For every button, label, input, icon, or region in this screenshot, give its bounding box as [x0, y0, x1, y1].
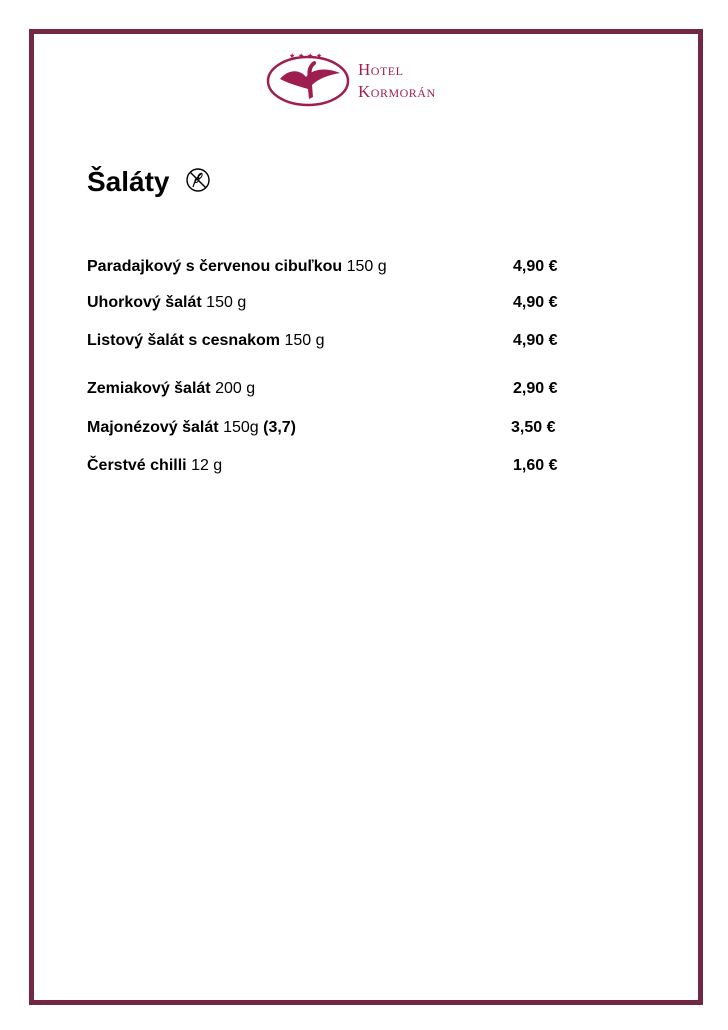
- hotel-name-line1: Hotel: [358, 60, 404, 79]
- menu-item: [87, 380, 567, 398]
- menu-item-price: 2,90 €: [513, 380, 558, 397]
- menu-item-name: Majonézový šalát: [87, 419, 219, 436]
- svg-text:★: ★: [316, 52, 323, 60]
- menu-item-name: Uhorkový šalát: [87, 294, 202, 311]
- page-title: Šaláty: [87, 166, 170, 197]
- svg-text:★: ★: [298, 52, 305, 60]
- menu-item-weight: 150g: [223, 419, 259, 436]
- menu-item-weight: 12 g: [191, 457, 223, 474]
- hotel-name: [358, 59, 436, 103]
- menu-item-price: 1,60 €: [513, 457, 558, 474]
- menu-item-price: 4,90 €: [513, 258, 558, 275]
- menu-item-weight: 150 g: [346, 258, 387, 275]
- hotel-name-line2: Kormorán: [358, 82, 436, 101]
- menu-item-weight: 150 g: [284, 332, 325, 349]
- svg-text:★: ★: [289, 52, 296, 60]
- menu-item-allergens: (3,7): [263, 419, 297, 436]
- menu-item-price: 4,90 €: [513, 294, 558, 311]
- menu-item: [87, 258, 567, 276]
- svg-text:★: ★: [307, 52, 314, 60]
- menu-item: [87, 294, 567, 312]
- menu-item-price: 3,50 €: [511, 419, 556, 436]
- menu-item-price: 4,90 €: [513, 332, 558, 349]
- menu-item-name: Listový šalát s cesnakom: [87, 332, 280, 349]
- menu-item: [87, 419, 567, 437]
- menu-item-name: Čerstvé chilli: [87, 457, 187, 474]
- menu-item: [87, 332, 567, 350]
- no-gluten-icon: [184, 166, 212, 194]
- menu-item-name: Zemiakový šalát: [87, 380, 211, 397]
- menu-item-weight: 200 g: [215, 380, 256, 397]
- menu-item-name: Paradajkový s červenou cibuľkou: [87, 258, 343, 275]
- menu-item: [87, 457, 567, 475]
- menu-item-weight: 150 g: [206, 294, 247, 311]
